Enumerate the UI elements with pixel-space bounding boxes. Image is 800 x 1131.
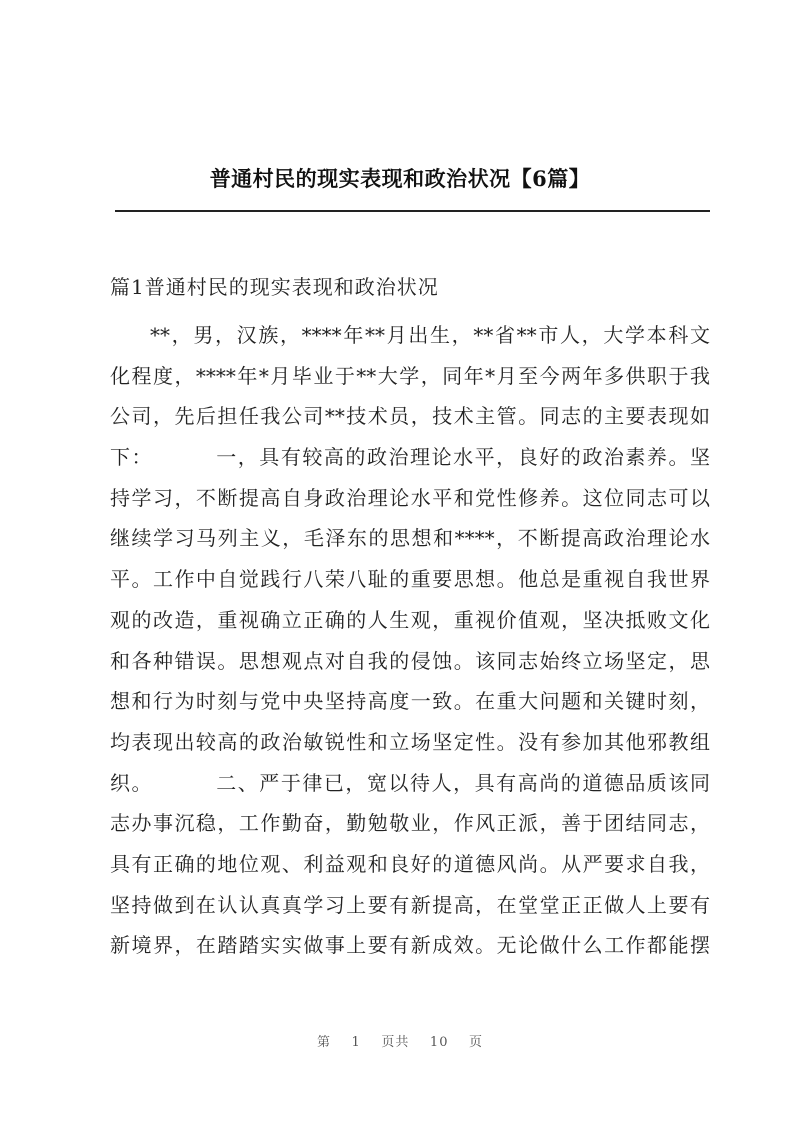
footer-middle: 页共 [381, 1035, 410, 1050]
body-line: 具有正确的地位观、利益观和良好的道德风尚。从严要求自我， [110, 851, 710, 876]
title-divider [115, 210, 710, 212]
body-line: 平。工作中自觉践行八荣八耻的重要思想。他总是重视自我世界 [110, 567, 710, 592]
body-line: 新境界，在踏踏实实做事上要有新成效。无论做什么工作都能摆 [110, 933, 710, 958]
body-text [110, 315, 710, 966]
body-line: 织。 二、严于律已，宽以待人，具有高尚的道德品质该同 [110, 770, 710, 795]
footer-prefix: 第 [316, 1035, 331, 1050]
body-line: 想和行为时刻与党中央坚持高度一致。在重大问题和关键时刻， [110, 689, 710, 714]
section-heading: 篇1普通村民的现实表现和政治状况 [110, 275, 439, 299]
page-footer [0, 1031, 800, 1050]
footer-current-page: 1 [351, 1035, 361, 1050]
body-line: 下： 一，具有较高的政治理论水平，良好的政治素养。坚 [110, 445, 710, 470]
body-line: 持学习，不断提高自身政治理论水平和党性修养。这位同志可以 [110, 485, 710, 510]
body-line: 坚持做到在认认真真学习上要有新提高，在堂堂正正做人上要有 [110, 892, 710, 917]
body-line: 公司，先后担任我公司**技术员，技术主管。同志的主要表现如 [110, 404, 710, 429]
body-line: 观的改造，重视确立正确的人生观，重视价值观，坚决抵败文化 [110, 607, 710, 632]
body-line: **，男，汉族，****年**月出生，**省**市人，大学本科文 [150, 323, 710, 347]
page-title: 普通村民的现实表现和政治状况【6篇】 [209, 166, 591, 191]
body-line: 继续学习马列主义，毛泽东的思想和****，不断提高政治理论水 [110, 526, 710, 551]
body-line: 和各种错误。思想观点对自我的侵蚀。该同志始终立场坚定，思 [110, 648, 710, 673]
body-line: 化程度，****年*月毕业于**大学，同年*月至今两年多供职于我 [110, 363, 710, 388]
body-line: 志办事沉稳，工作勤奋，勤勉敬业，作风正派，善于团结同志， [110, 811, 710, 836]
body-line: 均表现出较高的政治敏锐性和立场坚定性。没有参加其他邪教组 [110, 729, 710, 754]
footer-suffix: 页 [469, 1035, 484, 1050]
footer-total-pages: 10 [429, 1035, 449, 1050]
